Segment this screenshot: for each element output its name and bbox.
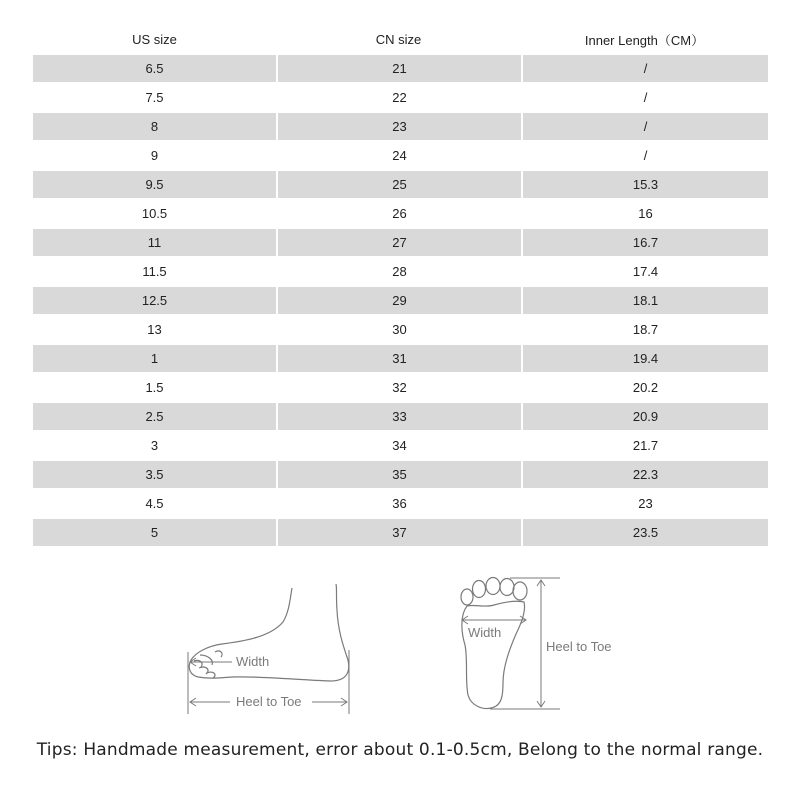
table-header-row [33,25,768,54]
table-body [33,54,768,547]
table-row [33,170,768,199]
header-cn-size: CN size [375,32,422,47]
cell-inner-length: 22.3 [521,460,768,489]
cell-us-size: 5 [33,518,276,547]
cell-cn-size: 23 [276,112,521,141]
cell-cn-size: 35 [276,460,521,489]
table-row [33,402,768,431]
table-row [33,112,768,141]
table-row [33,518,768,547]
table-row [33,315,768,344]
cell-inner-length: 23.5 [521,518,768,547]
cell-us-size: 11 [33,228,276,257]
foot-measurement-diagram [0,560,800,730]
cell-inner-length: 20.9 [521,402,768,431]
cell-cn-size: 31 [276,344,521,373]
cell-inner-length: 21.7 [521,431,768,460]
cell-us-size: 12.5 [33,286,276,315]
cell-us-size: 2.5 [33,402,276,431]
table-row [33,54,768,83]
table-row [33,199,768,228]
cell-inner-length: 18.1 [521,286,768,315]
table-row [33,431,768,460]
cell-cn-size: 27 [276,228,521,257]
side-length-label: Heel to Toe [236,694,302,709]
table-row [33,286,768,315]
table-row [33,83,768,112]
table-row [33,373,768,402]
cell-us-size: 3.5 [33,460,276,489]
top-view-foot [461,578,527,709]
table-row [33,228,768,257]
cell-us-size: 13 [33,315,276,344]
cell-us-size: 1.5 [33,373,276,402]
table-row [33,489,768,518]
cell-us-size: 9.5 [33,170,276,199]
top-width-label: Width [468,625,502,640]
side-width-label: Width [236,654,270,669]
cell-cn-size: 32 [276,373,521,402]
cell-us-size: 3 [33,431,276,460]
tips-text: Tips: Handmade measurement, error about 0.1-0.5cm, Belong to the normal range. [36,740,764,760]
cell-us-size: 6.5 [33,54,276,83]
header-inner-length: Inner Length（CM） [584,33,705,48]
cell-cn-size: 34 [276,431,521,460]
cell-cn-size: 29 [276,286,521,315]
cell-us-size: 8 [33,112,276,141]
table-row [33,257,768,286]
cell-inner-length: / [521,83,768,112]
cell-inner-length: 16 [521,199,768,228]
cell-us-size: 10.5 [33,199,276,228]
cell-us-size: 11.5 [33,257,276,286]
cell-cn-size: 24 [276,141,521,170]
cell-cn-size: 28 [276,257,521,286]
cell-inner-length: 23 [521,489,768,518]
cell-us-size: 1 [33,344,276,373]
table-row [33,460,768,489]
cell-inner-length: 15.3 [521,170,768,199]
cell-inner-length: / [521,112,768,141]
table-row [33,141,768,170]
cell-cn-size: 22 [276,83,521,112]
cell-inner-length: 19.4 [521,344,768,373]
cell-cn-size: 37 [276,518,521,547]
cell-cn-size: 25 [276,170,521,199]
cell-cn-size: 26 [276,199,521,228]
top-length-label: Heel to Toe [546,639,612,654]
size-chart-table [33,25,768,547]
table-row [33,344,768,373]
cell-us-size: 9 [33,141,276,170]
cell-us-size: 4.5 [33,489,276,518]
cell-cn-size: 36 [276,489,521,518]
header-us-size: US size [132,32,177,47]
cell-inner-length: 20.2 [521,373,768,402]
cell-inner-length: 18.7 [521,315,768,344]
cell-inner-length: / [521,54,768,83]
cell-us-size: 7.5 [33,83,276,112]
cell-inner-length: 17.4 [521,257,768,286]
cell-cn-size: 30 [276,315,521,344]
cell-inner-length: 16.7 [521,228,768,257]
cell-cn-size: 33 [276,402,521,431]
cell-cn-size: 21 [276,54,521,83]
cell-inner-length: / [521,141,768,170]
